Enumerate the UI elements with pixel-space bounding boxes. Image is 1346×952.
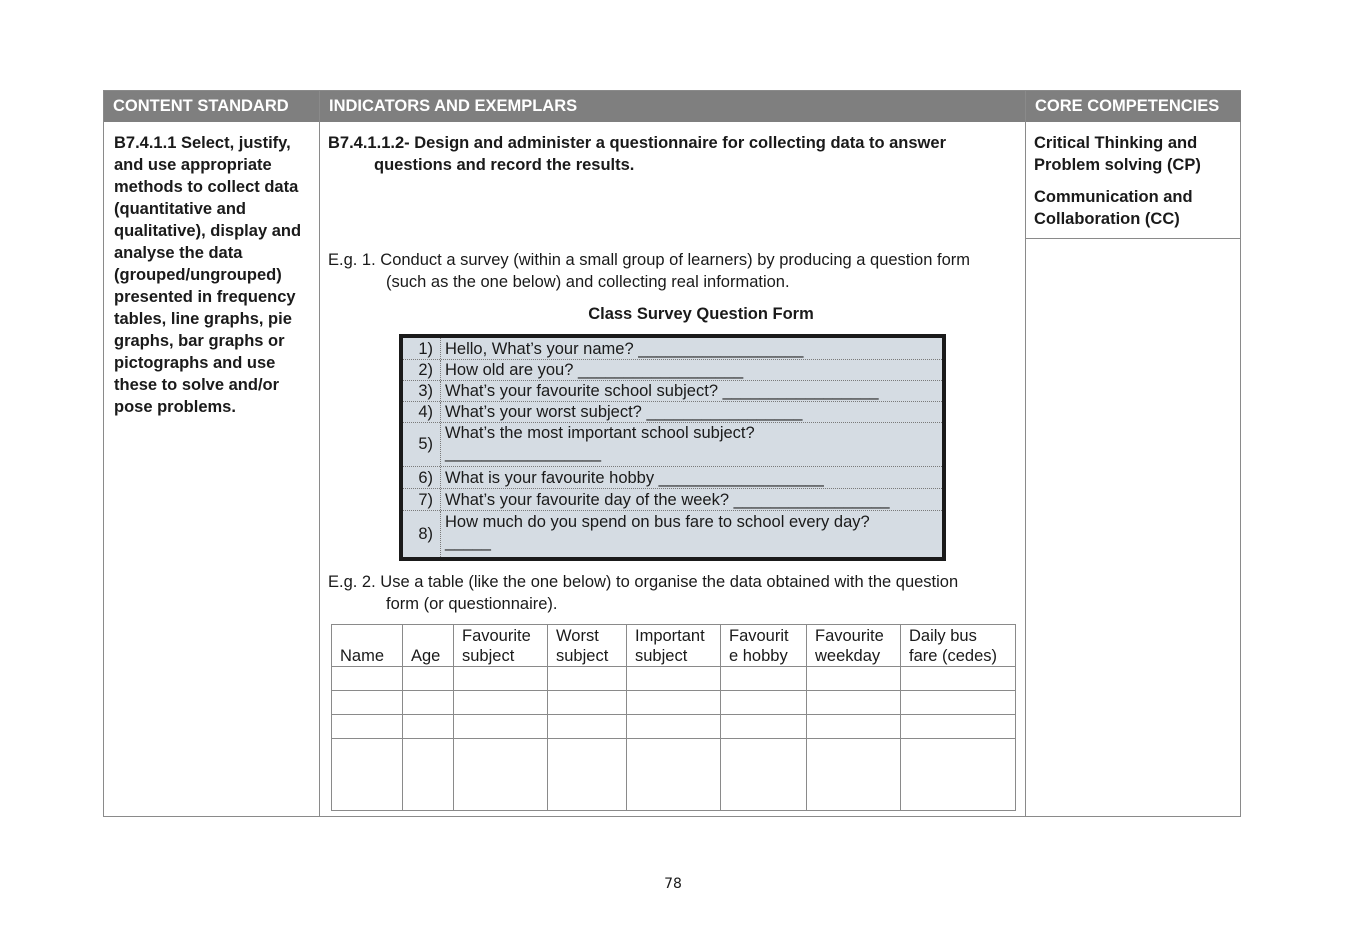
- indicator-title: [328, 132, 1008, 176]
- table-row: [332, 715, 1016, 739]
- survey-data-table: [331, 624, 1016, 811]
- content-standard-text: B7.4.1.1 Select, justify, and use appropriate methods to collect data (quantitative and qualitative), display and analyse the data (grouped/ungrouped) presented in frequency tables, line graphs, pie graphs, bar graphs or pictographs and use these to solve and/or pose problems.: [114, 134, 302, 416]
- column-divider: [1025, 91, 1026, 816]
- indicator-line-2: questions and record the results.: [374, 156, 635, 174]
- example-1-line-1: E.g. 1. Conduct a survey (within a small group of learners) by producing a question form: [328, 251, 970, 269]
- question-number: 1): [418, 340, 433, 358]
- column-header: Daily bus fare (cedes): [901, 625, 1016, 667]
- header-core-competencies: CORE COMPETENCIES: [1026, 91, 1241, 122]
- competency-cc: Communication and Collaboration (CC): [1034, 188, 1193, 228]
- table-row: [332, 691, 1016, 715]
- table-row: [332, 667, 1016, 691]
- example-2-line-2: form (or questionnaire).: [386, 595, 558, 613]
- column-header: Worst subject: [548, 625, 627, 667]
- form-title: Class Survey Question Form: [588, 305, 814, 323]
- question-text: What’s your favourite day of the week? _________________: [445, 491, 890, 509]
- question-text: What’s your worst subject? _________________: [445, 403, 803, 421]
- question-number: 6): [418, 469, 433, 487]
- column-header: Favourite weekday: [807, 625, 901, 667]
- question-row: [403, 402, 942, 423]
- question-row: [403, 381, 942, 402]
- header-content-standard: CONTENT STANDARD: [104, 91, 319, 122]
- page-number: 78: [664, 876, 682, 892]
- competency-cp: Critical Thinking and Problem solving (CP): [1034, 134, 1201, 174]
- indicator-line-1: B7.4.1.1.2- Design and administer a questionnaire for collecting data to answer: [328, 134, 946, 152]
- column-header: Important subject: [627, 625, 721, 667]
- question-row: [403, 511, 942, 557]
- question-number: 4): [418, 403, 433, 421]
- curriculum-table: [103, 90, 1241, 817]
- question-number: 7): [418, 491, 433, 509]
- question-blank: _________________: [445, 444, 602, 462]
- question-number: 5): [418, 435, 433, 453]
- survey-question-form: [399, 334, 946, 561]
- header-indicators: INDICATORS AND EXEMPLARS: [320, 91, 1025, 122]
- question-text: What’s the most important school subject?: [445, 424, 755, 442]
- column-header: Age: [403, 625, 454, 667]
- question-text: What is your favourite hobby __________________: [445, 469, 824, 487]
- question-number: 8): [418, 525, 433, 543]
- row-divider: [1025, 238, 1241, 239]
- question-text: Hello, What’s your name? __________________: [445, 340, 804, 358]
- table-row: [332, 739, 1016, 811]
- example-1-line-2: (such as the one below) and collecting real information.: [386, 273, 790, 291]
- question-row: [403, 423, 942, 467]
- question-row: [403, 489, 942, 511]
- question-text: How old are you? __________________: [445, 361, 744, 379]
- question-blank: _____: [445, 533, 491, 551]
- question-row: [403, 338, 942, 360]
- question-number: 2): [418, 361, 433, 379]
- example-2: [328, 571, 1028, 615]
- column-divider: [319, 91, 320, 816]
- column-header: Favourit e hobby: [721, 625, 807, 667]
- question-text: What’s your favourite school subject? _________________: [445, 382, 879, 400]
- question-number: 3): [418, 382, 433, 400]
- column-header: Favourite subject: [454, 625, 548, 667]
- question-row: [403, 467, 942, 489]
- example-2-line-1: E.g. 2. Use a table (like the one below) to organise the data obtained with the question: [328, 573, 959, 591]
- question-text: How much do you spend on bus fare to school every day?: [445, 513, 870, 531]
- example-1: [328, 249, 1028, 293]
- column-header: Name: [332, 625, 403, 667]
- question-row: [403, 360, 942, 381]
- table-header-row: [332, 625, 1016, 667]
